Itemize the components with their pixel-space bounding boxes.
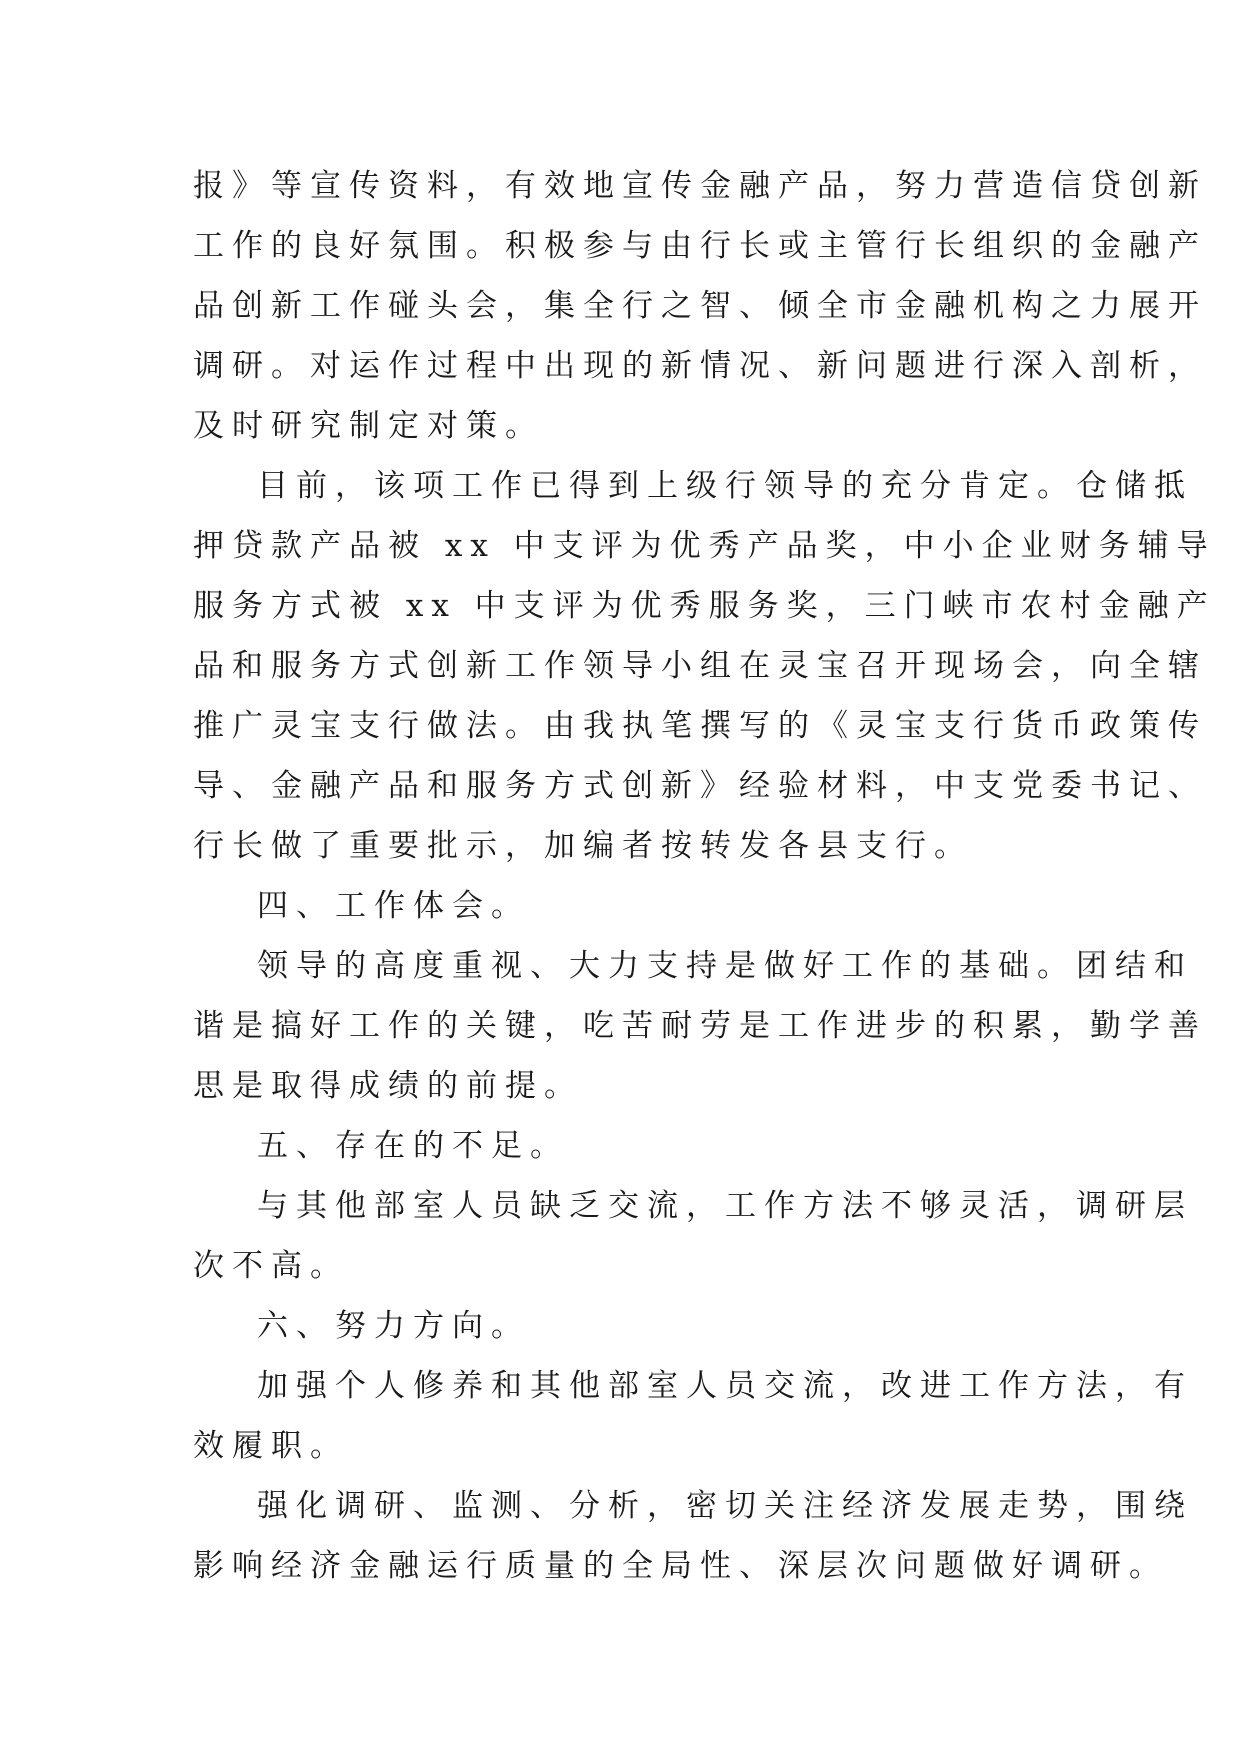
section-heading: 五、存在的不足。 (257, 1128, 569, 1164)
paragraph-line: 与其他部室人员缺乏交流，工作方法不够灵活，调研层 (257, 1188, 1193, 1224)
paragraph-line: 次不高。 (193, 1248, 349, 1284)
paragraph-line: 调研。对运作过程中出现的新情况、新问题进行深入剖析， (193, 348, 1207, 384)
paragraph-line: 及时研究制定对策。 (193, 408, 544, 444)
paragraph-line: 服务方式被 xx 中支评为优秀服务奖，三门峡市农村金融产 (193, 588, 1216, 624)
paragraph-line: 工作的良好氛围。积极参与由行长或主管行长组织的金融产 (193, 228, 1207, 264)
document-body (193, 156, 1216, 1596)
paragraph-line: 行长做了重要批示，加编者按转发各县支行。 (193, 828, 973, 864)
paragraph-line: 导、金融产品和服务方式创新》经验材料，中支党委书记、 (193, 768, 1207, 804)
paragraph-line: 推广灵宝支行做法。由我执笔撰写的《灵宝支行货币政策传 (193, 708, 1207, 744)
paragraph-line: 报》等宣传资料，有效地宣传金融产品，努力营造信贷创新 (193, 168, 1207, 204)
paragraph-line: 品创新工作碰头会，集全行之智、倾全市金融机构之力展开 (193, 288, 1207, 324)
section-heading: 六、努力方向。 (257, 1308, 530, 1344)
paragraph-line: 押贷款产品被 xx 中支评为优秀产品奖，中小企业财务辅导 (193, 528, 1216, 564)
paragraph-line: 加强个人修养和其他部室人员交流，改进工作方法，有 (257, 1368, 1193, 1404)
paragraph-line: 效履职。 (193, 1428, 349, 1464)
paragraph-line: 领导的高度重视、大力支持是做好工作的基础。团结和 (257, 948, 1193, 984)
paragraph-line: 强化调研、监测、分析，密切关注经济发展走势，围绕 (257, 1488, 1193, 1524)
paragraph-line: 谐是搞好工作的关键，吃苦耐劳是工作进步的积累，勤学善 (193, 1008, 1207, 1044)
paragraph-line: 影响经济金融运行质量的全局性、深层次问题做好调研。 (193, 1548, 1168, 1584)
paragraph-line: 目前，该项工作已得到上级行领导的充分肯定。仓储抵 (257, 468, 1193, 504)
paragraph-line: 思是取得成绩的前提。 (193, 1068, 583, 1104)
paragraph-line: 品和服务方式创新工作领导小组在灵宝召开现场会，向全辖 (193, 648, 1207, 684)
section-heading: 四、工作体会。 (257, 888, 530, 924)
